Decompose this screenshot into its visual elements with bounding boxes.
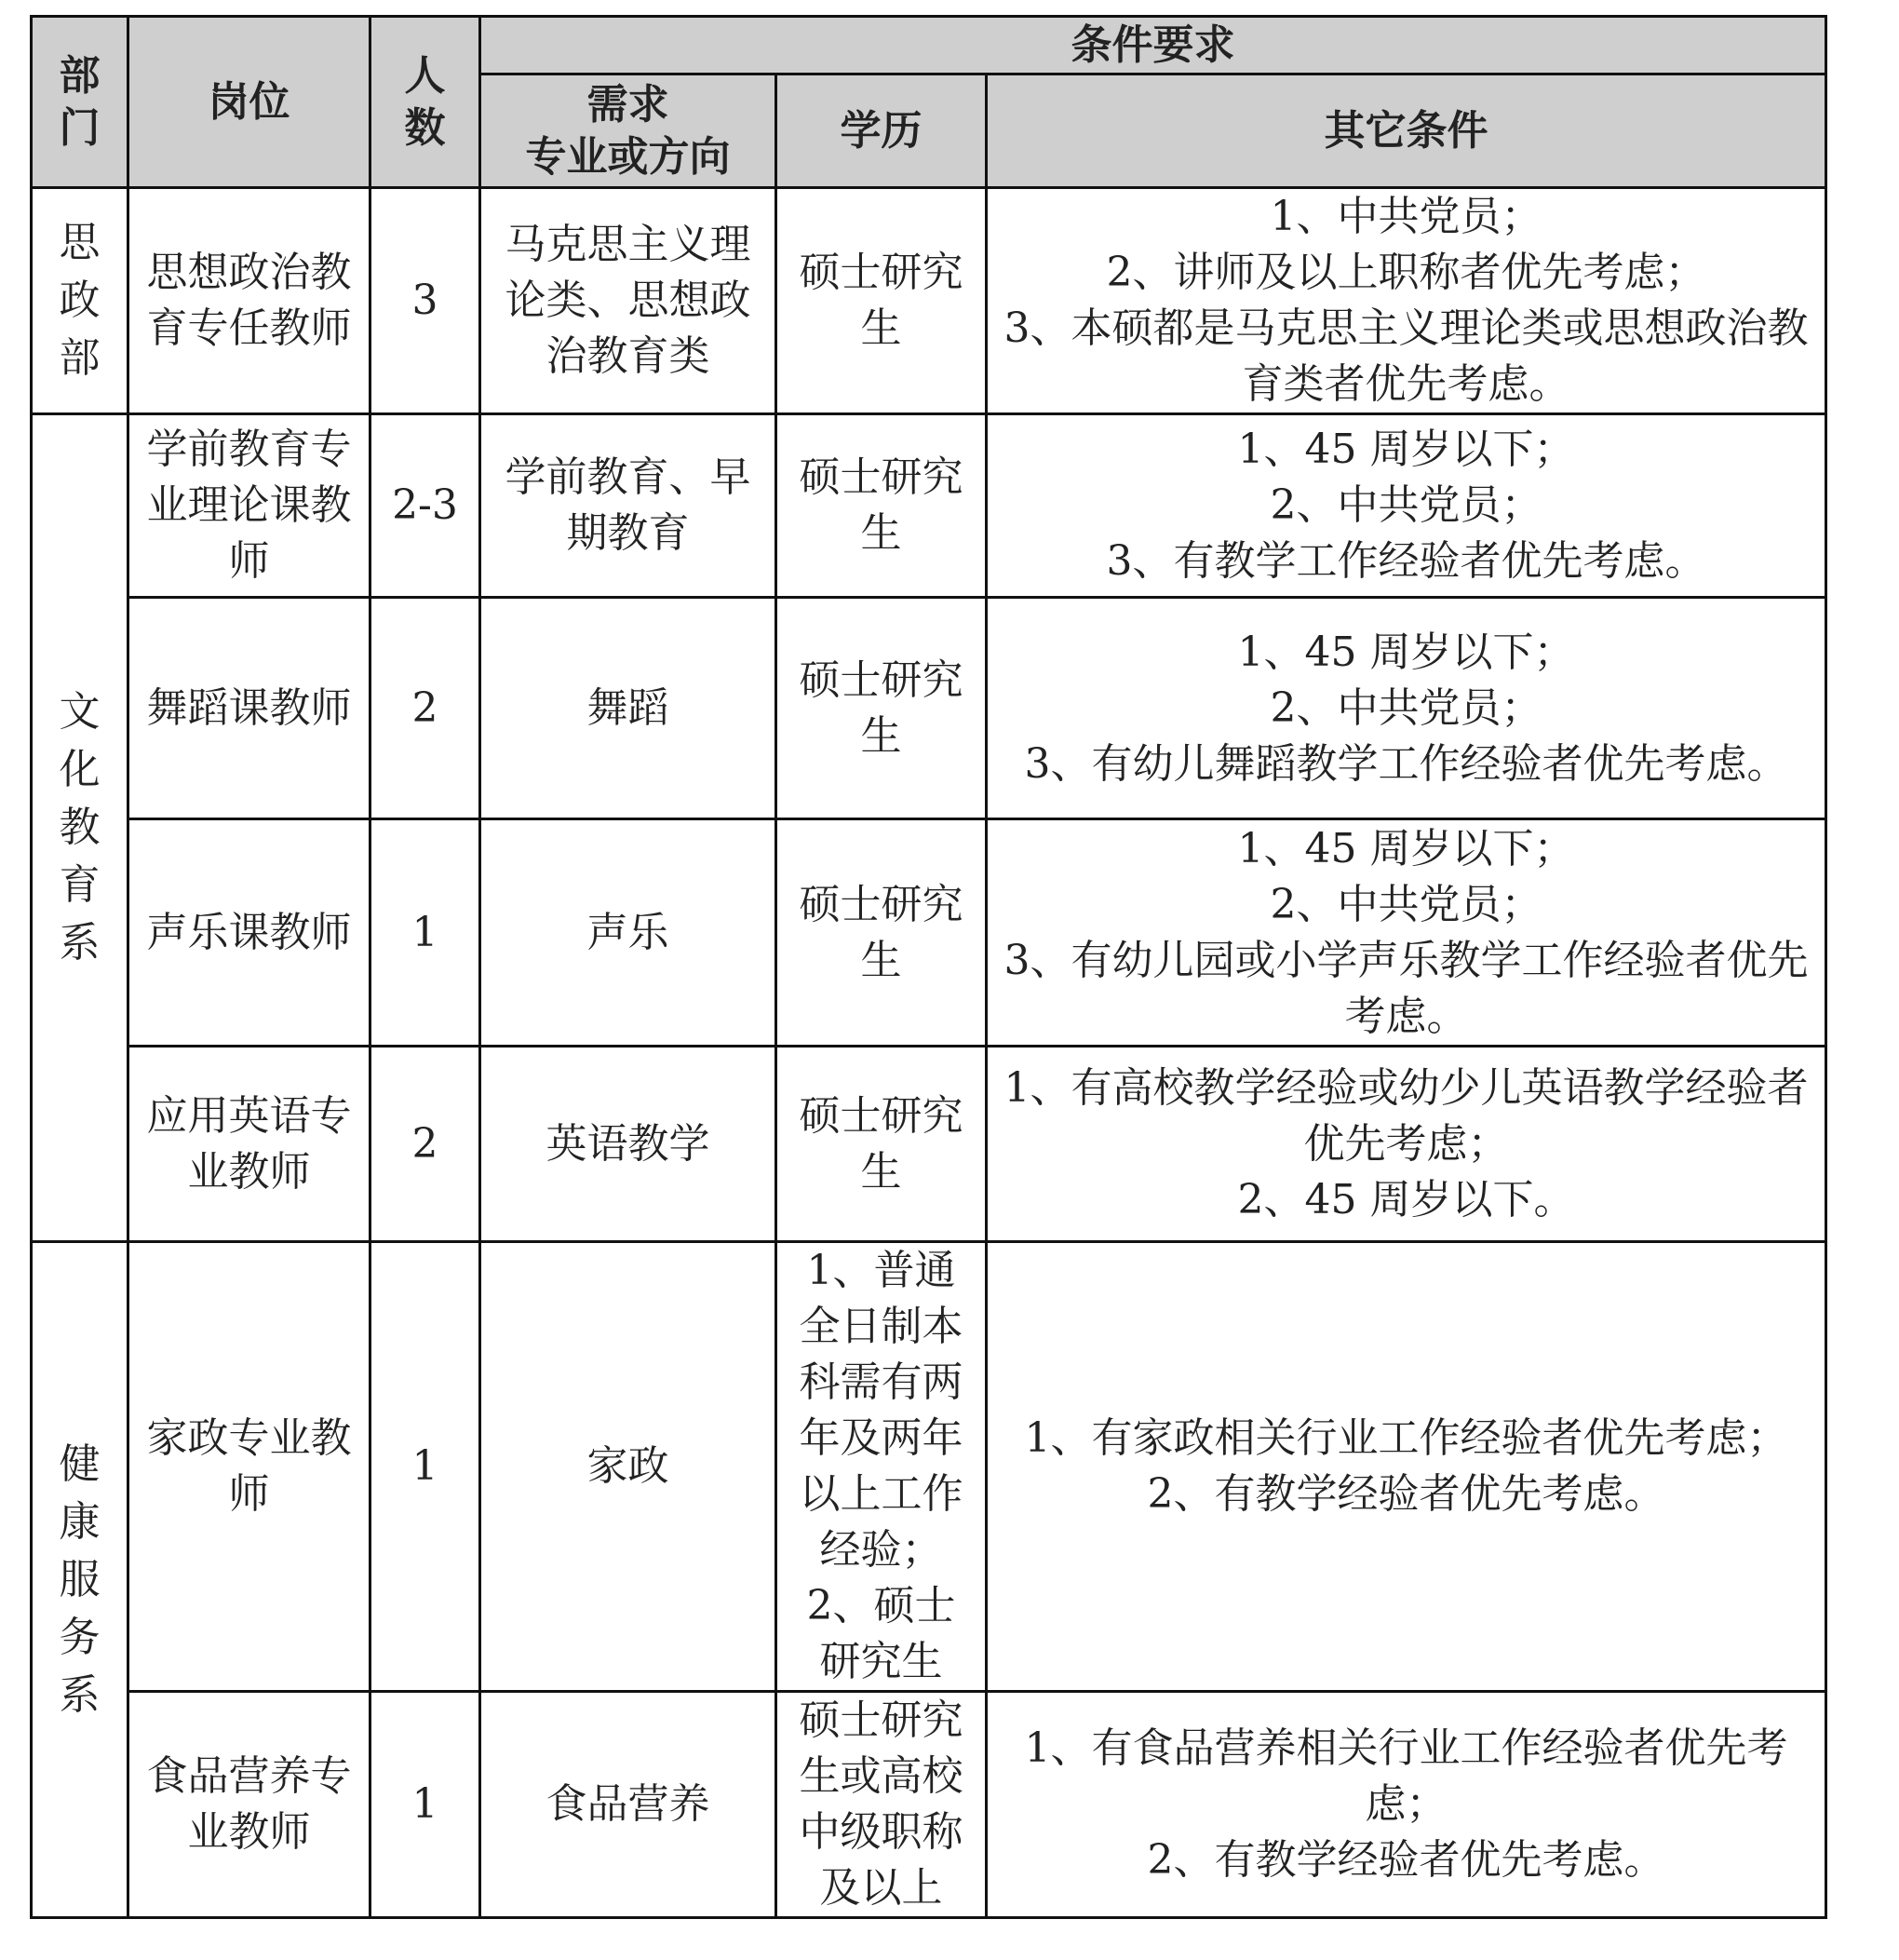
count-cell: 1 (370, 1242, 480, 1692)
header-dept: 部门 (32, 17, 128, 188)
major-cell: 学前教育、早期教育 (480, 414, 776, 598)
conditions-cell (987, 819, 1826, 1047)
education-cell: 硕士研究生 (776, 598, 987, 819)
conditions-cell (987, 1692, 1826, 1918)
dept-cell: 健康服务系 (32, 1242, 128, 1918)
condition-item: 2、讲师及以上职称者优先考虑； (1106, 249, 1706, 296)
table-row (32, 598, 1826, 819)
post-cell: 应用英语专业教师 (128, 1047, 370, 1242)
major-cell: 食品营养 (480, 1692, 776, 1918)
condition-item: 1、45 周岁以下； (1237, 824, 1575, 872)
condition-item: 1、45 周岁以下； (1237, 628, 1575, 676)
header-major-line2: 专业或方向 (525, 132, 731, 181)
condition-item: 2、有教学经验者优先考虑。 (1147, 1470, 1665, 1518)
condition-item: 2、中共党员； (1270, 880, 1542, 928)
education-cell: 硕士研究生 (776, 819, 987, 1047)
post-cell: 学前教育专业理论课教师 (128, 414, 370, 598)
condition-item: 1、有高校教学经验或幼少儿英语教学经验者优先考虑； (1003, 1063, 1809, 1168)
conditions-cell (987, 598, 1826, 819)
table-row (32, 414, 1826, 598)
conditions-cell (987, 1242, 1826, 1692)
condition-item: 2、有教学经验者优先考虑。 (1147, 1836, 1665, 1884)
education-cell: 硕士研究生 (776, 414, 987, 598)
condition-item: 1、45 周岁以下； (1237, 426, 1575, 473)
education-cell: 硕士研究生或高校中级职称及以上 (776, 1692, 987, 1918)
count-cell: 1 (370, 819, 480, 1047)
post-cell: 思想政治教育专任教师 (128, 188, 370, 414)
header-post: 岗位 (128, 17, 370, 188)
conditions-cell (987, 188, 1826, 414)
post-cell: 家政专业教师 (128, 1242, 370, 1692)
table-row (32, 1047, 1826, 1242)
header-major-line1: 需求 (586, 80, 669, 128)
count-cell: 2 (370, 598, 480, 819)
condition-item: 2、45 周岁以下。 (1237, 1175, 1575, 1223)
count-cell: 2 (370, 1047, 480, 1242)
education-cell: 硕士研究生 (776, 188, 987, 414)
table-row (32, 819, 1826, 1047)
post-cell: 舞蹈课教师 (128, 598, 370, 819)
condition-item: 2、中共党员； (1270, 481, 1542, 529)
dept-cell: 文化教育系 (32, 414, 128, 1242)
condition-item: 1、有家政相关行业工作经验者优先考虑； (1024, 1414, 1788, 1462)
recruitment-table-container (30, 15, 1827, 1919)
post-cell: 声乐课教师 (128, 819, 370, 1047)
header-major (480, 74, 776, 188)
condition-item: 2、中共党员； (1270, 683, 1542, 732)
education-cell (776, 1242, 987, 1692)
conditions-cell (987, 1047, 1826, 1242)
major-cell: 英语教学 (480, 1047, 776, 1242)
condition-item: 3、有教学工作经验者优先考虑。 (1106, 537, 1706, 585)
conditions-cell (987, 414, 1826, 598)
condition-item: 3、有幼儿舞蹈教学工作经验者优先考虑。 (1024, 739, 1788, 788)
major-cell: 声乐 (480, 819, 776, 1047)
condition-item: 1、中共党员； (1270, 193, 1542, 240)
condition-item: 1、有食品营养相关行业工作经验者优先考虑； (1024, 1724, 1788, 1828)
condition-item: 3、本硕都是马克思主义理论类或思想政治教育类者优先考虑。 (1003, 304, 1809, 408)
major-cell: 马克思主义理论类、思想政治教育类 (480, 188, 776, 414)
table-row (32, 1692, 1826, 1918)
education-cell: 硕士研究生 (776, 1047, 987, 1242)
condition-item: 3、有幼儿园或小学声乐教学工作经验者优先考虑。 (1003, 936, 1809, 1040)
post-cell: 食品营养专业教师 (128, 1692, 370, 1918)
education-item: 2、硕士研究生 (806, 1582, 956, 1685)
major-cell: 家政 (480, 1242, 776, 1692)
table-row (32, 1242, 1826, 1692)
header-education: 学历 (776, 74, 987, 188)
count-cell: 3 (370, 188, 480, 414)
table-row (32, 188, 1826, 414)
header-other: 其它条件 (987, 74, 1826, 188)
count-cell: 2-3 (370, 414, 480, 598)
header-row-1 (32, 17, 1826, 74)
header-conditions: 条件要求 (480, 17, 1826, 74)
recruitment-table (30, 15, 1827, 1919)
dept-cell: 思政部 (32, 188, 128, 414)
count-cell: 1 (370, 1692, 480, 1918)
education-item: 1、普通全日制本科需有两年及两年以上工作经验； (799, 1247, 963, 1574)
major-cell: 舞蹈 (480, 598, 776, 819)
header-count: 人数 (370, 17, 480, 188)
